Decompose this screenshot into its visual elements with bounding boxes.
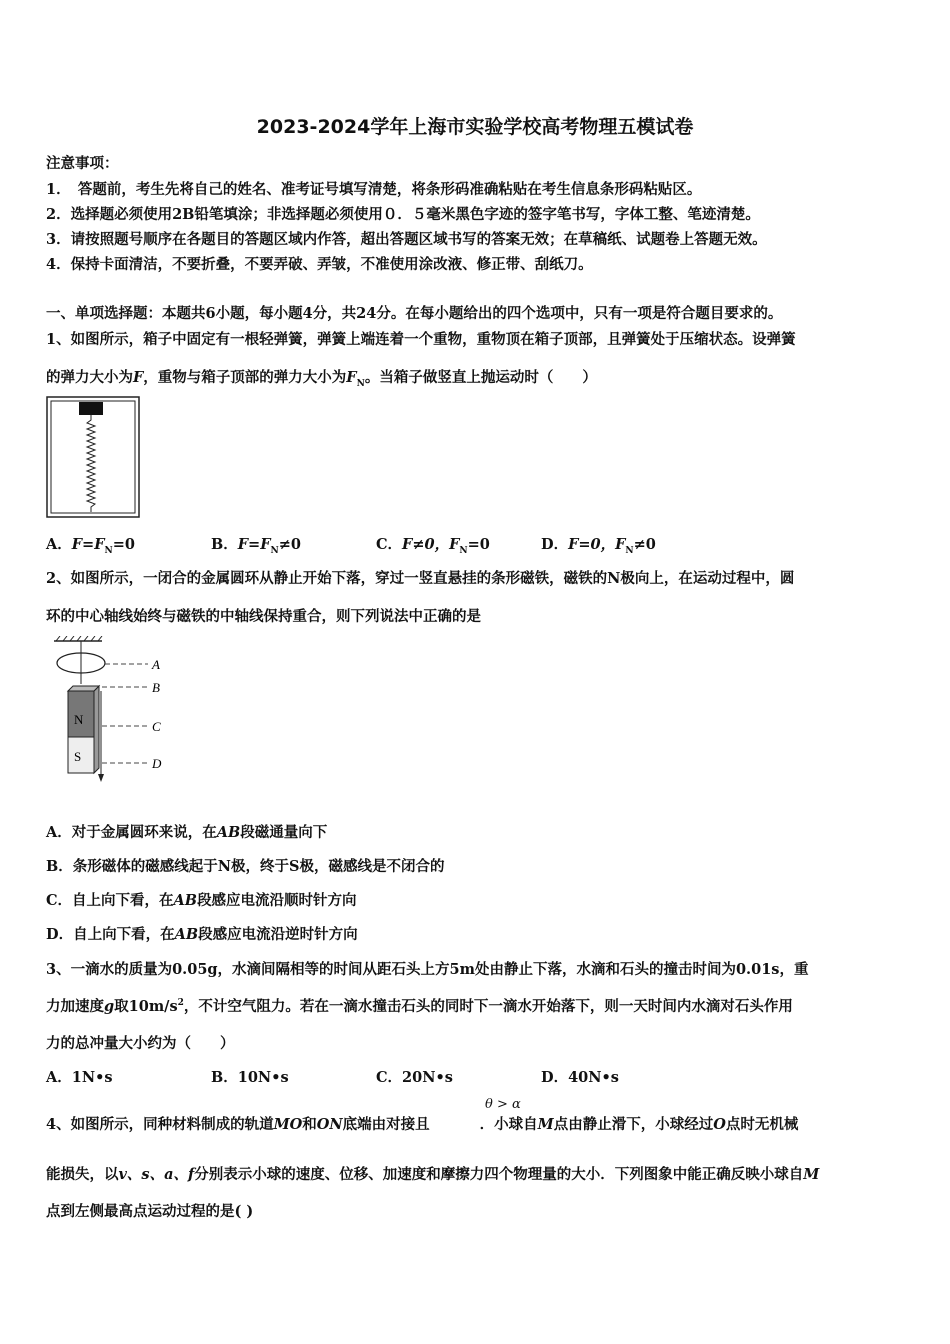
q2-option-d-key: D． [46,926,74,943]
q4-var-on: ON [316,1116,343,1133]
notice-item-2: 2．选择题必须使用2B铅笔填涂；非选择题必须使用０．５毫米黑色字迹的签字笔书写，字体工整、笔迹清楚。 [46,206,760,223]
q3-option-a[interactable]: A．1N•s [46,1069,113,1086]
q3-stem-line3: 力的总冲量大小约为（ ） [46,1035,235,1052]
label-d: D [152,756,162,771]
q3-option-c[interactable]: C．20N•s [376,1069,453,1086]
pole-n-label: N [74,712,84,727]
spring [87,415,95,512]
q3-text-c: ，不计空气阻力。若在一滴水撞击石头的同时下一滴水开始落下，则一天时间内水滴对石头作用 [183,998,793,1015]
q1-option-a-tail: =0 [112,536,135,553]
level-lines [102,664,148,763]
q3-option-b[interactable]: B．10N•s [211,1069,289,1086]
q1-sub-n: N [356,378,365,389]
q3-stem-line1: 3、一滴水的质量为0.05g，水滴间隔相等的时间从距石头上方5m处由静止下落，水滴和石头的撞击时间为0.01s，重 [46,961,809,978]
q2-option-d-pre: 自上向下看，在 [73,926,175,943]
q1-stem-line2 [46,366,597,389]
pole-s-label: S [74,749,82,764]
q3-sup: 2 [177,998,184,1009]
q2-option-a-pre: 对于金属圆环来说，在 [71,824,217,841]
q2-option-a-var: AB [216,824,241,841]
q1-option-b-sub: N [270,545,279,556]
q1-option-d[interactable] [541,533,656,556]
q4-text-e: 点由静止滑下，小球经过 [553,1116,714,1133]
q2-option-d-var: AB [174,926,199,943]
q2-option-c-pre: 自上向下看，在 [72,892,174,909]
q1-option-c[interactable] [376,533,490,556]
fall-arrowhead [98,774,104,782]
q4-text-c: 底端由对接且 [342,1116,430,1133]
q2-option-d-post: 段感应电流沿逆时针方向 [198,926,358,943]
q4-formula: θ > α [485,1097,521,1112]
q1-option-b[interactable] [211,533,301,556]
label-c: C [152,719,161,734]
magnet-ring-figure [52,636,182,786]
q4-var-m: M [537,1116,554,1133]
q1-var-f: F [133,369,144,386]
q3-text-b: 取10m/s [114,998,178,1015]
q4-vars: v、s、a、f [118,1166,195,1183]
q2-option-a-post: 段磁通量向下 [240,824,328,841]
q4-stem-line2 [46,1163,819,1184]
q3-var-g: g [104,998,115,1015]
q1-option-d-tail: ≠0 [633,536,656,553]
q4-text-g: 能损失，以 [46,1166,119,1183]
q1-option-c-tail: =0 [467,536,490,553]
q1-option-d-key: D． [541,536,569,553]
q4-stem-line1 [46,1113,798,1134]
notice-item-3: 3．请按照题号顺序在各题目的答题区域内作答，超出答题区域书写的答案无效；在草稿纸、试题卷上答题无效。 [46,231,767,248]
magnet-top [68,686,99,691]
q1-text-c: 。当箱子做竖直上抛运动时（ ） [364,369,597,386]
q1-var-fn: F [346,369,357,386]
q2-option-b[interactable] [46,855,445,876]
magnet-side [94,686,99,773]
q4-text-a: 4、如图所示，同种材料制成的轨道 [46,1116,274,1133]
q2-option-c-post: 段感应电流沿顺时针方向 [197,892,357,909]
q1-option-a-text: F=F [71,536,105,553]
q1-option-d-sub: N [625,545,634,556]
q1-option-d-text: F=0，F [568,536,626,553]
q1-option-a[interactable] [46,533,135,556]
notice-item-4: 4．保持卡面清洁，不要折叠，不要弄破、弄皱，不准使用涂改液、修正带、刮纸刀。 [46,256,593,273]
q4-text-d: ．小球自 [479,1116,538,1133]
q1-option-a-sub: N [104,545,113,556]
q1-option-a-key: A． [46,536,72,553]
q4-text-f: 点时无机械 [725,1116,799,1133]
q2-option-a-key: A． [46,824,72,841]
q2-option-c-var: AB [173,892,198,909]
q1-text-b: ，重物与箱子顶部的弹力大小为 [143,369,347,386]
spring-box-figure [46,396,140,518]
q2-option-c-key: C． [46,892,73,909]
q2-stem-line2: 环的中心轴线始终与磁铁的中轴线保持重合，则下列说法中正确的是 [46,608,481,625]
q1-option-c-key: C． [376,536,403,553]
q1-option-b-tail: ≠0 [278,536,301,553]
label-a: A [152,657,160,672]
q2-option-c[interactable] [46,889,357,910]
q2-option-d[interactable] [46,923,358,944]
q2-stem-line1: 2、如图所示，一闭合的金属圆环从静止开始下落，穿过一竖直悬挂的条形磁铁，磁铁的N极向上，在运动过程中，圆 [46,570,795,587]
q4-stem-line3: 点到左侧最高点运动过程的是( ) [46,1203,254,1220]
q1-stem-line1: 1、如图所示，箱子中固定有一根轻弹簧，弹簧上端连着一个重物，重物顶在箱子顶部，且弹簧处于压缩状态。设弹簧 [46,331,796,348]
q3-stem-line2 [46,995,793,1016]
q4-var-m2: M [803,1166,820,1183]
q2-option-b-pre: 条形磁体的磁感线起于N极，终于S极，磁感线是不闭合的 [72,858,445,875]
notice-item-1: 1． 答题前，考生先将自己的姓名、准考证号填写清楚，将条形码准确粘贴在考生信息条形码粘贴区。 [46,181,702,198]
q2-option-a[interactable] [46,821,327,842]
q3-text-a: 力加速度 [46,998,104,1015]
q4-var-mo: MO [273,1116,303,1133]
q1-option-b-key: B． [211,536,238,553]
q1-option-b-text: F=F [237,536,271,553]
section-heading: 一、单项选择题：本题共6小题，每小题4分，共24分。在每小题给出的四个选项中，只有一项是符合题目要求的。 [46,305,783,322]
q1-option-c-text: F≠0，F [402,536,460,553]
q3-option-d[interactable]: D．40N•s [541,1069,619,1086]
q4-var-o: O [713,1116,726,1133]
q1-option-c-sub: N [459,545,468,556]
weight-block [79,402,103,415]
q2-option-b-key: B． [46,858,73,875]
label-b: B [152,680,160,695]
q4-text-h: 分别表示小球的速度、位移、加速度和摩擦力四个物理量的大小．下列图象中能正确反映小球自 [194,1166,804,1183]
page-title: 2023-2024学年上海市实验学校高考物理五模试卷 [256,116,694,138]
q4-text-b: 和 [302,1116,317,1133]
notice-heading: 注意事项： [46,155,119,172]
q1-text-a: 的弹力大小为 [46,369,133,386]
